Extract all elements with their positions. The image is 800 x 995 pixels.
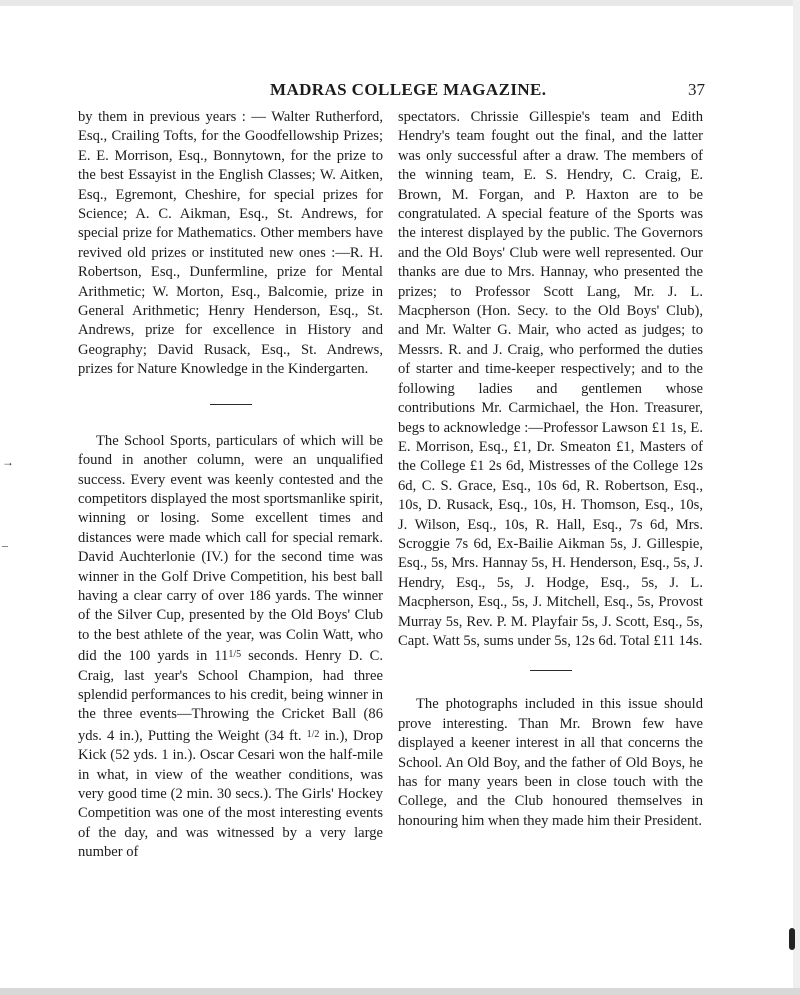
margin-tick-mark: – xyxy=(2,538,8,552)
fraction-one-half: 1/2 xyxy=(306,728,320,740)
page-edge-top xyxy=(0,0,800,6)
page-edge-bottom xyxy=(0,988,800,995)
left-paragraph-prizes: by them in previous years : — Walter Rutherford, Esq., Crailing Tofts, for the Goodfellowship Prizes; E. E. Morrison, Esq., Bonnytown, for the prize to the best Essayist in the English Classes; W. Aitken, Esq., Egremont, Cheshire, for special prizes for Science; A. C. Aikman, Esq., St. Andrews, for special prize for Mathematics. Other members have revived old prizes or instituted new ones :—R. H. Robertson, Esq., Dunfermline, prize for Mental Arithmetic; W. Morton, Esq., Balcomie, prize in General Arithmetic; Henry Henderson, Esq., St. Andrews, prize for excellence in History and Geography; David Rusack, Esq., St. Andrews, prizes for Nature Knowledge in the Kindergarten. xyxy=(78,109,383,378)
page-edge-right xyxy=(793,0,800,995)
running-header-title: MADRAS COLLEGE MAGAZINE. xyxy=(270,80,547,99)
page-number: 37 xyxy=(688,80,705,99)
fraction-one-fifth: 1/5 xyxy=(228,649,242,661)
left-paragraph-sports xyxy=(78,432,383,863)
sports-text-part-3: in.), Drop Kick (52 yds. 1 in.). Oscar Cesari won the half-mile in what, in view of the weather conditions, was very good time (2 min. 30 secs.). The Girls' Hockey Competition was one of the most interesting events of the day, and was witnessed by a very large number of xyxy=(78,727,383,861)
sports-text-part-2: seconds. Henry D. C. Craig, last year's School Champion, had three splendid performances to his credit, being winner in the three events—Throwing the Cricket Ball (86 yds. 4 in.), Putting the Weight (34 ft. xyxy=(78,648,383,744)
right-column xyxy=(398,108,703,831)
right-paragraph-sports-continued: spectators. Chrissie Gillespie's team and Edith Hendry's team fought out the final, and the latter was only successful after a draw. The members of the winning team, E. S. Hendry, C. Craig, E. Brown, M. Forgan, and P. Haxton are to be congratulated. A special feature of the Sports was the interest displayed by the public. The Governors and the Old Boys' Club were well represented. Our thanks are due to Mrs. Hannay, who presented the prizes; to Professor Scott Lang, Mr. J. L. Macpherson (Hon. Secy. to the Old Boys' Club), and Mr. Walter G. Mair, who acted as judges; to Messrs. R. and J. Craig, who performed the duties of starter and time-keeper respectively; and to the following ladies and gentlemen whose contributions Mr. Carmichael, the Hon. Treasurer, begs to acknowledge :—Professor Lawson £1 1s, E. E. Morrison, Esq., £1, Dr. Smeaton £1, Masters of the College £1 2s 6d, Mistresses of the College 12s 6d, C. S. Grace, Esq., 10s 6d, R. Robertson, Esq., 10s, D. Rusack, Esq., 10s, H. Thomson, Esq., 10s, J. Wilson, Esq., 10s, R. Hall, Esq., 7s 6d, Mrs. Scroggie 7s 6d, Ex-Bailie Aikman 5s, J. Gillespie, Esq., 5s, Mrs. Hannay 5s, H. Henderson, Esq., 5s, J. Hendry, Esq., 5s, J. Hodge, Esq., 5s, J. L. Macpherson, Esq., 5s, J. Mitchell, Esq., 5s, Provost Murray 5s, Rev. P. M. Playfair 5s, J. Scott, Esq., 5s, Capt. Watt 5s, sums under 5s, 12s 6d. Total £11 14s. xyxy=(398,109,703,649)
sports-text-part-1: The School Sports, particulars of which will be found in another column, were an unqualified success. Every event was keenly contested and the competitors displayed the most sportsmanlike spirit, winning or losing. Some excellent times and distances were made which call for special remark. David Auchterlonie (IV.) for the second time was winner in the Golf Drive Competition, his best ball having a clear carry of over 186 yards. The winner of the Silver Cup, presented by the Old Boys' Club to the best athlete of the year, was Colin Watt, who did the 100 yards in 11 xyxy=(78,432,383,665)
ink-blot-mark xyxy=(789,928,795,950)
section-divider xyxy=(530,670,572,671)
section-divider xyxy=(210,404,252,405)
right-paragraph-photographs: The photographs included in this issue should prove interesting. Than Mr. Brown few have displayed a keener interest in all that concerns the School. An Old Boy, and the father of Old Boys, he has for many years been in close touch with the College, and the Club honoured themselves in honouring him when they made him their President. xyxy=(398,696,703,829)
left-column xyxy=(78,108,383,863)
margin-arrow-mark: → xyxy=(2,455,14,469)
